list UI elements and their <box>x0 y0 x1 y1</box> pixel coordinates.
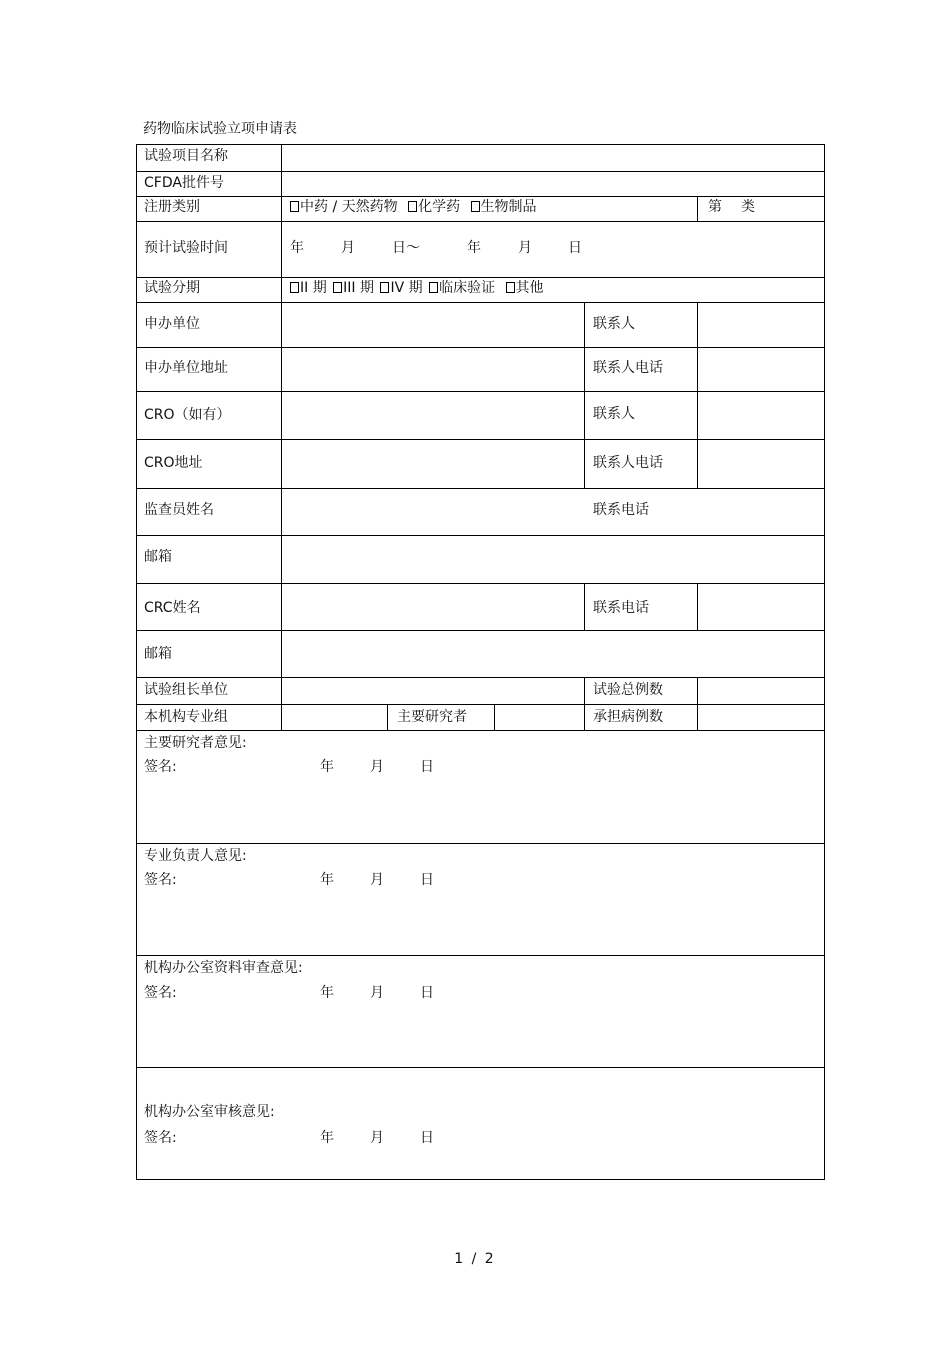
column-divider <box>281 145 282 730</box>
sign-day-unit: 日 <box>420 985 434 1001</box>
end-month-unit: 月 <box>518 240 532 256</box>
start-year-unit: 年 <box>290 240 304 256</box>
signature-label: 签名: <box>144 872 177 888</box>
row-divider <box>137 677 824 678</box>
sign-day-unit: 日 <box>420 759 434 775</box>
checkbox-icon[interactable] <box>429 282 438 293</box>
label-cro-contact: 联系人 <box>593 406 635 422</box>
column-divider <box>697 196 698 221</box>
sign-month-unit: 月 <box>370 872 384 888</box>
column-divider <box>387 704 388 730</box>
opinion-dept-head-label: 专业负责人意见: <box>144 848 247 864</box>
row-divider <box>137 704 824 705</box>
option-other[interactable]: 其他 <box>506 280 544 296</box>
row-divider <box>137 391 824 392</box>
row-divider <box>137 347 824 348</box>
option-chemical-drug[interactable]: 化学药 <box>408 199 460 215</box>
row-divider <box>137 535 824 536</box>
label-sponsor-address: 申办单位地址 <box>144 360 228 376</box>
opinion-pi-label: 主要研究者意见: <box>144 735 247 751</box>
sign-year-unit: 年 <box>320 872 334 888</box>
sign-month-unit: 月 <box>370 759 384 775</box>
opinion-office-review-label: 机构办公室资料审查意见: <box>144 960 303 976</box>
label-undertaken-cases: 承担病例数 <box>593 709 663 725</box>
column-divider <box>697 583 698 630</box>
page-number: 1 / 2 <box>454 1251 496 1267</box>
row-divider <box>137 1067 824 1068</box>
end-day-unit: 日 <box>568 240 582 256</box>
label-monitor-phone: 联系电话 <box>593 502 649 518</box>
signature-label: 签名: <box>144 759 177 775</box>
row-divider <box>137 196 824 197</box>
label-cro: CRO（如有） <box>144 407 231 423</box>
checkbox-icon[interactable] <box>471 201 480 212</box>
row-divider <box>137 488 824 489</box>
option-phase-4[interactable]: IV 期 <box>380 280 422 296</box>
label-trial-phase: 试验分期 <box>144 280 200 296</box>
row-divider <box>137 302 824 303</box>
row-divider <box>137 843 824 844</box>
label-cfda-number: CFDA批件号 <box>144 175 224 191</box>
sign-day-unit: 日 <box>420 1130 434 1146</box>
row-divider <box>137 583 824 584</box>
label-sponsor-contact-phone: 联系人电话 <box>593 360 663 376</box>
label-class-lei: 类 <box>741 199 755 215</box>
column-divider <box>584 677 585 730</box>
option-phase-3[interactable]: III 期 <box>333 280 374 296</box>
start-month-unit: 月 <box>341 240 355 256</box>
label-class-di: 第 <box>708 199 722 215</box>
label-planned-time: 预计试验时间 <box>144 240 228 256</box>
checkbox-icon[interactable] <box>408 201 417 212</box>
sign-day-unit: 日 <box>420 872 434 888</box>
label-leader-unit: 试验组长单位 <box>144 682 228 698</box>
signature-label: 签名: <box>144 1130 177 1146</box>
row-divider <box>137 730 824 731</box>
label-crc-phone: 联系电话 <box>593 600 649 616</box>
checkbox-icon[interactable] <box>380 282 389 293</box>
option-phase-2[interactable]: II 期 <box>290 280 327 296</box>
option-biologic[interactable]: 生物制品 <box>471 199 537 215</box>
signature-label: 签名: <box>144 985 177 1001</box>
application-form-table <box>136 144 825 1180</box>
label-total-cases: 试验总例数 <box>593 682 663 698</box>
option-tcm[interactable]: 中药 / 天然药物 <box>290 199 398 215</box>
label-dept-group: 本机构专业组 <box>144 709 228 725</box>
registration-options <box>290 199 543 215</box>
checkbox-icon[interactable] <box>506 282 515 293</box>
column-divider <box>697 302 698 488</box>
label-crc-email: 邮箱 <box>144 646 172 662</box>
label-monitor-name: 监查员姓名 <box>144 502 214 518</box>
label-sponsor: 申办单位 <box>144 316 200 332</box>
label-project-name: 试验项目名称 <box>144 148 228 164</box>
label-crc-name: CRC姓名 <box>144 600 201 616</box>
column-divider <box>584 583 585 630</box>
checkbox-icon[interactable] <box>333 282 342 293</box>
sign-year-unit: 年 <box>320 1130 334 1146</box>
column-divider <box>697 677 698 730</box>
sign-month-unit: 月 <box>370 985 384 1001</box>
column-divider <box>584 302 585 488</box>
label-registration-category: 注册类别 <box>144 199 200 215</box>
sign-month-unit: 月 <box>370 1130 384 1146</box>
row-divider <box>137 171 824 172</box>
label-sponsor-contact: 联系人 <box>593 316 635 332</box>
option-clinical-verification[interactable]: 临床验证 <box>429 280 495 296</box>
row-divider <box>137 221 824 222</box>
row-divider <box>137 630 824 631</box>
end-year-unit: 年 <box>467 240 481 256</box>
opinion-office-audit-label: 机构办公室审核意见: <box>144 1104 275 1120</box>
phase-options <box>290 280 550 296</box>
label-cro-address: CRO地址 <box>144 455 203 471</box>
sign-year-unit: 年 <box>320 759 334 775</box>
sign-year-unit: 年 <box>320 985 334 1001</box>
checkbox-icon[interactable] <box>290 282 299 293</box>
row-divider <box>137 277 824 278</box>
row-divider <box>137 439 824 440</box>
document-title: 药物临床试验立项申请表 <box>143 121 297 137</box>
label-principal-investigator: 主要研究者 <box>397 709 467 725</box>
label-monitor-email: 邮箱 <box>144 549 172 565</box>
column-divider <box>494 704 495 730</box>
checkbox-icon[interactable] <box>290 201 299 212</box>
label-cro-contact-phone: 联系人电话 <box>593 455 663 471</box>
start-day-unit: 日～ <box>392 240 420 256</box>
row-divider <box>137 955 824 956</box>
